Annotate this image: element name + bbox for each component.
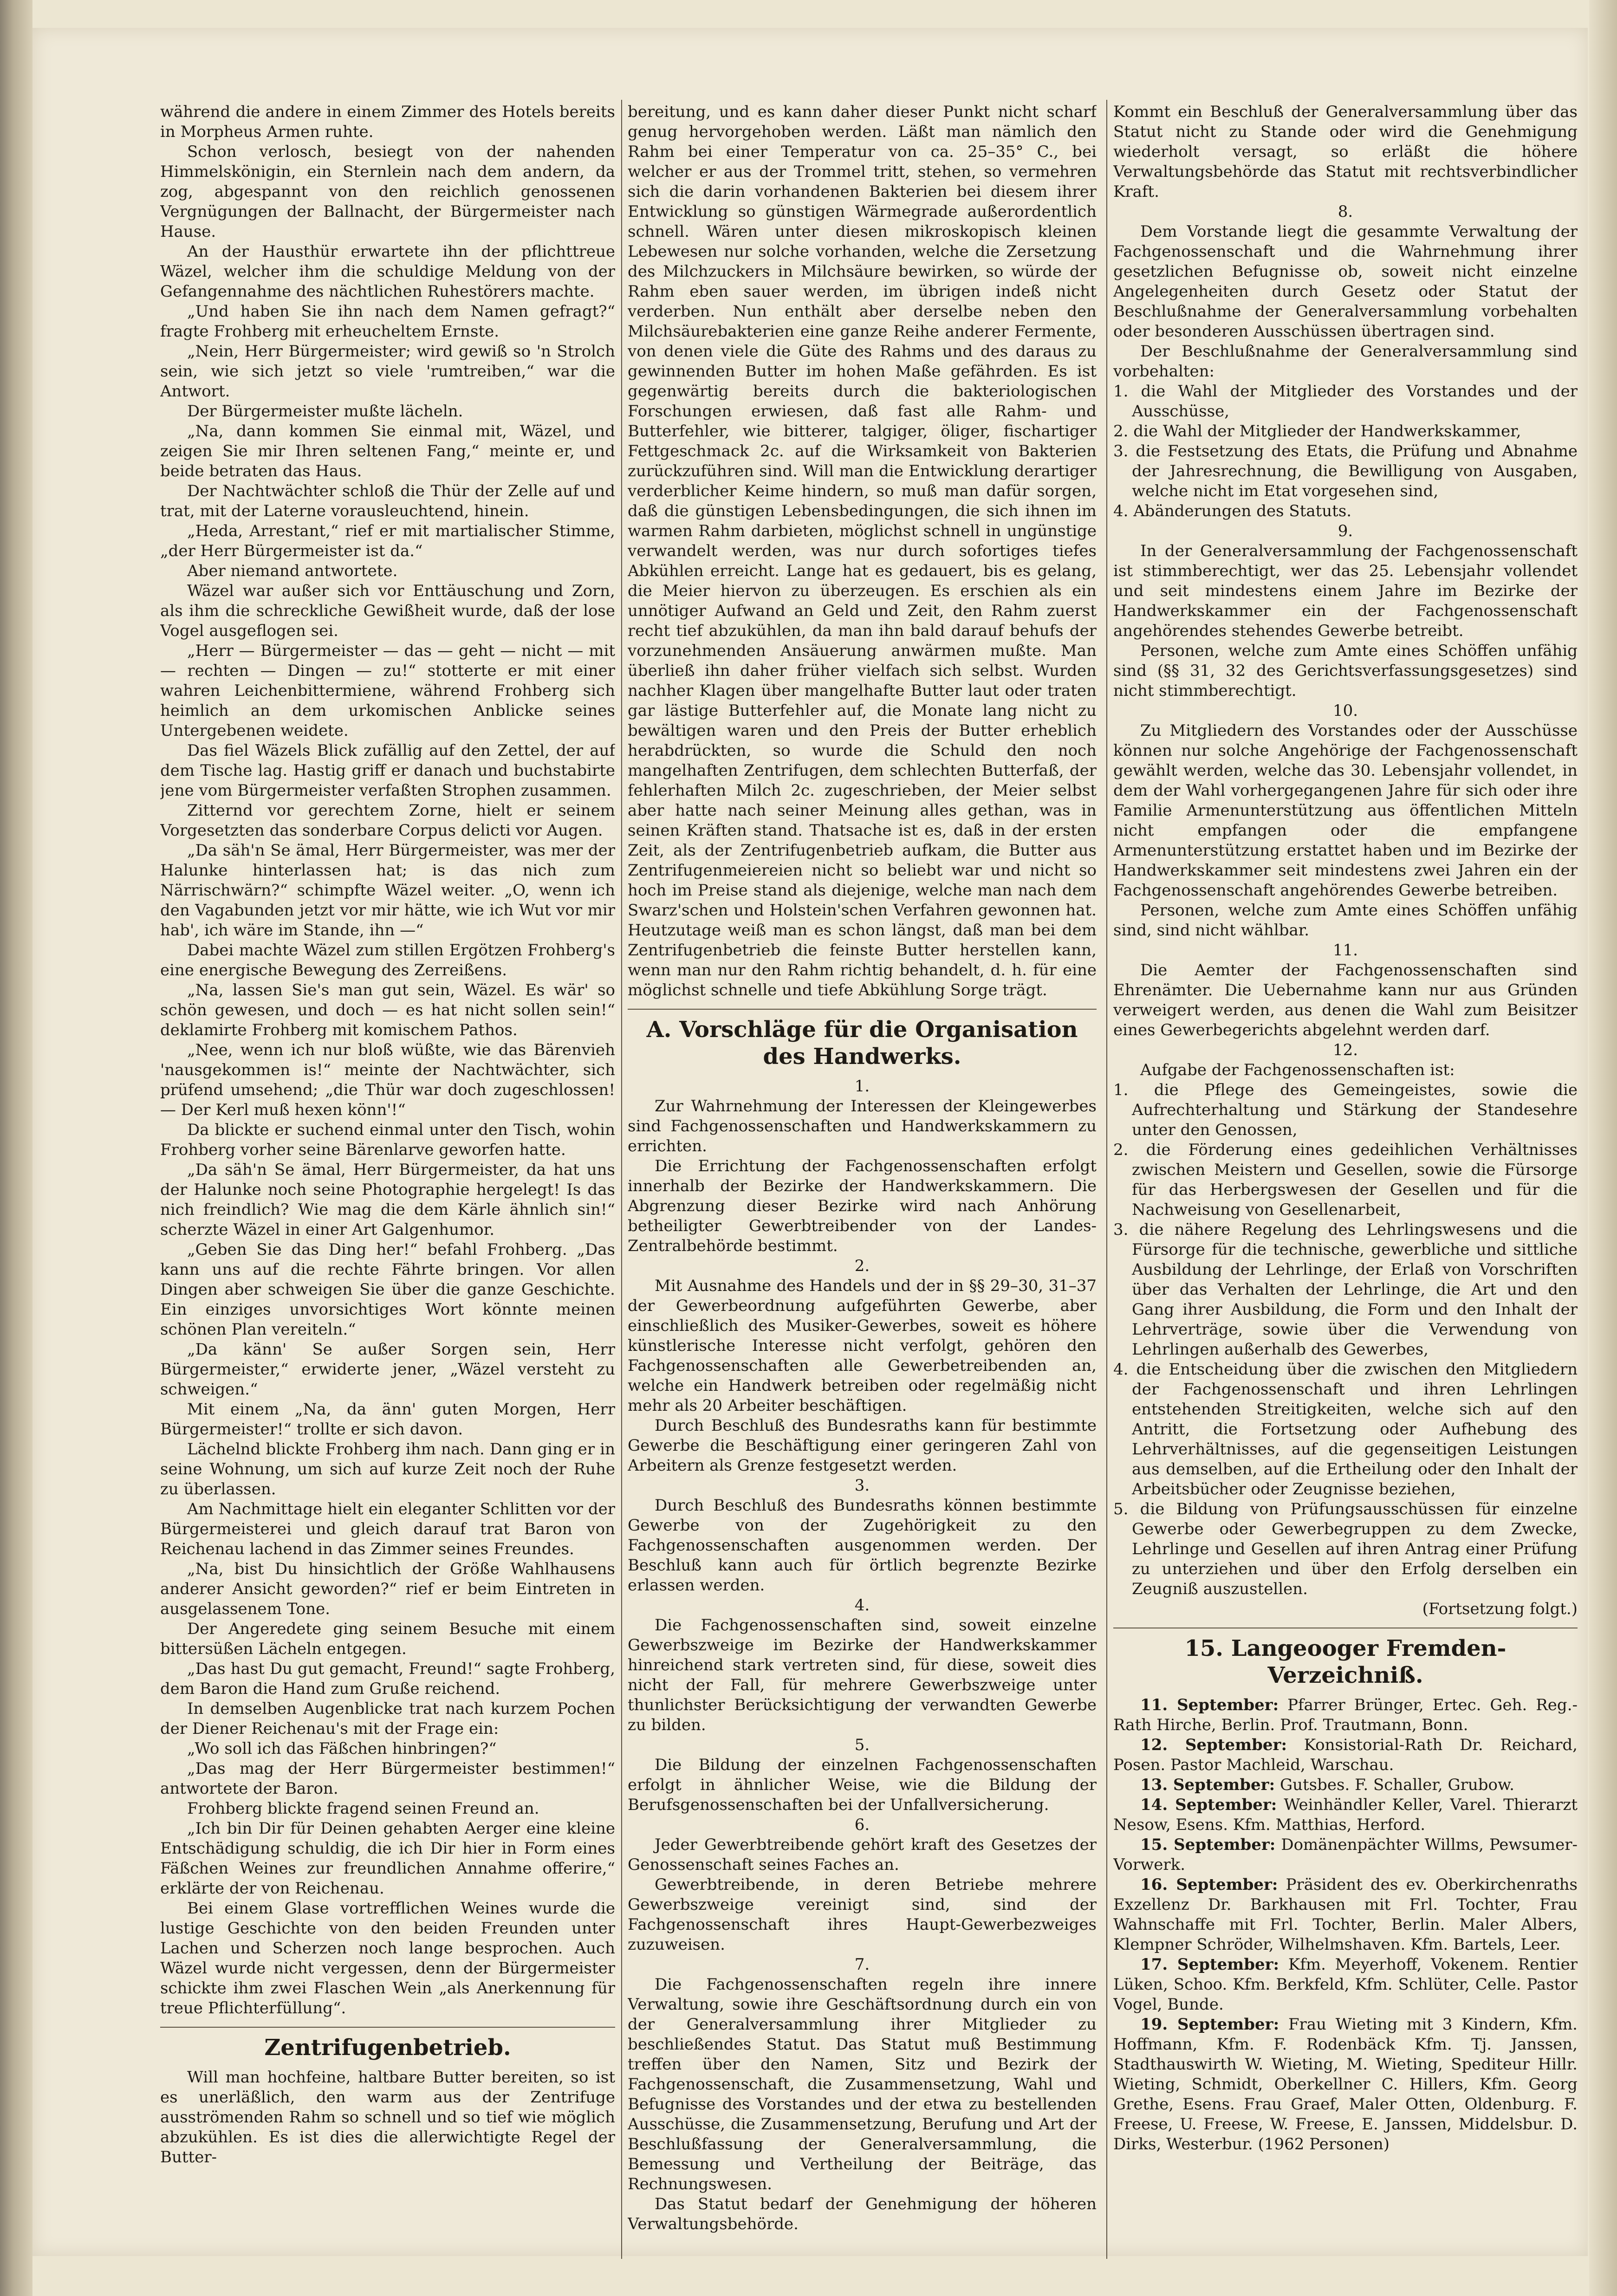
list-item: 1. die Pflege des Gemeingeistes, sowie die Aufrechterhaltung und Stärkung der Standesehre unter den Genossen,: [1113, 1081, 1578, 1139]
guest-date: 14. September:: [1140, 1796, 1277, 1814]
section-paragraph: Die Bildung der einzelnen Fachgenossenschaften erfolgt in ähnlicher Weise, wie die Bildung der Berufsgenossenschaften bei der Unfallversicherung.: [628, 1756, 1097, 1814]
story-paragraph: „Da känn' Se außer Sorgen sein, Herr Bürgermeister,“ erwiderte jener, „Wäzel versteht zu schweigen.“: [160, 1340, 615, 1399]
list-item: 3. die Festsetzung des Etats, die Prüfung und Abnahme der Jahresrechnung, die Bewilligung von Ausgaben, welche nicht im Etat vorgesehen sind,: [1113, 442, 1578, 500]
list-item: 1. die Wahl der Mitglieder des Vorstandes und der Ausschüsse,: [1113, 382, 1578, 421]
section-number: 6.: [854, 1816, 870, 1834]
section-number: 5.: [854, 1736, 870, 1754]
continued-note: (Fortsetzung folgt.): [1422, 1600, 1578, 1618]
guest-list-heading: 15. Langeooger Fremden-Verzeichniß.: [1113, 1628, 1578, 1689]
section-paragraph: Zur Wahrnehmung der Interessen der Kleingewerbes sind Fachgenossenschaften und Handwerkskammern zu errichten.: [628, 1097, 1097, 1155]
section-paragraph: Gewerbtreibende, in deren Betriebe mehrere Gewerbszweige vereinigt sind, sind der Fachgenossenschaft ihres Haupt-Gewerbezweiges zuzuweisen.: [628, 1875, 1097, 1954]
story-paragraph: „Da säh'n Se ämal, Herr Bürgermeister, da hat uns der Halunke noch seine Photographie hergelegt! Is das nich freindlich? Wie mag die dem Kärle ähnlich sin!“ scherzte Wäzel in einer Art Galgenhumor.: [160, 1161, 615, 1239]
story-paragraph: Am Nachmittage hielt ein eleganter Schlitten vor der Bürgermeisterei und gleich darauf trat Baron von Reichenau lachend in das Zimmer seines Freundes.: [160, 1500, 615, 1558]
guest-date: 11. September:: [1140, 1696, 1279, 1714]
story-paragraph: „Heda, Arrestant,“ rief er mit martialischer Stimme, „der Herr Bürgermeister ist da.“: [160, 522, 615, 560]
section-number: 7.: [854, 1955, 870, 1974]
guest-date: 12. September:: [1140, 1736, 1287, 1754]
section-number: 8.: [1338, 202, 1353, 221]
guest-date: 17. September:: [1140, 1955, 1279, 1974]
section-paragraph: Der Beschlußnahme der Generalversammlung sind vorbehalten:: [1113, 342, 1578, 381]
section-paragraph: Die Aemter der Fachgenossenschaften sind Ehrenämter. Die Uebernahme kann nur aus Gründen verweigert werden, aus denen die Wahl zum Beisitzer eines Gewerbegerichts abgelehnt werden darf.: [1113, 961, 1578, 1039]
column-right: [1113, 102, 1578, 2268]
column-left: [160, 102, 615, 2268]
list-item: 2. die Förderung eines gedeihlichen Verhältnisses zwischen Meistern und Gesellen, sowie die Fürsorge für das Herbergswesen der Gesellen und für die Nachweisung von Gesellenarbeit,: [1113, 1141, 1578, 1219]
story-paragraph: An der Hausthür erwartete ihn der pflichttreue Wäzel, welcher ihm die schuldige Meldung von der Gefangennahme des nächtlichen Ruhestörers machte.: [160, 242, 615, 301]
section-paragraph: Zu Mitgliedern des Vorstandes oder der Ausschüsse können nur solche Angehörige der Fachgenossenschaft gewählt werden, welche das 30. Lebensjahr vollendet, in dem der Wahl vorhergegangenen Jahre für sich oder ihre Familie Armenunterstützung aus öffentlichen Mitteln nicht empfangen oder die empfangene Armenunterstützung erstattet haben und im Bezirke der Handwerkskammer seit mindestens zwei Jahren ein der Fachgenossenschaft angehörendes Gewerbe betreiben.: [1113, 721, 1578, 900]
story-paragraph: „Nee, wenn ich nur bloß wüßte, wie das Bärenvieh 'nausgekommen is!“ meinte der Nachtwächter, sich prüfend umsehend; „die Thür war doch zugeschlossen! — Der Kerl muß hexen könn'!“: [160, 1041, 615, 1119]
page-gutter-left: [0, 0, 32, 2296]
column-middle: [628, 102, 1097, 2268]
list-item: 5. die Bildung von Prüfungsausschüssen für einzelne Gewerbe oder Gewerbegruppen zu dem Zwecke, Lehrlinge und Gesellen auf ihren Antrag einer Prüfung zu unterziehen und über den Erfolg derselben ein Zeugniß auszustellen.: [1113, 1500, 1578, 1598]
article-heading: Zentrifugenbetrieb.: [160, 2027, 615, 2061]
guest-entry: [1113, 1775, 1578, 1795]
list-item: 4. Abänderungen des Statuts.: [1113, 502, 1352, 520]
enumerated-list: [1113, 382, 1578, 521]
guest-names: Domänenpächter Willms, Pewsumer-Vorwerk.: [1113, 1836, 1578, 1874]
guest-names: Kfm. Meyerhoff, Vokenem. Rentier Lüken, Schoo. Kfm. Berkfeld, Kfm. Schlüter, Celle. Pastor Vogel, Bunde.: [1113, 1955, 1578, 2014]
story-paragraph: Das fiel Wäzels Blick zufällig auf den Zettel, der auf dem Tische lag. Hastig griff er danach und buchstabirte jene vom Bürgermeister verfaßten Strophen zusammen.: [160, 741, 615, 800]
section-paragraph: Kommt ein Beschluß der Generalversammlung über das Statut nicht zu Stande oder wird die Genehmigung wiederholt versagt, so erläßt die höhere Verwaltungsbehörde das Statut mit rechtsverbindlicher Kraft.: [1113, 103, 1578, 201]
enumerated-list: [1113, 1080, 1578, 1599]
section-number: 3.: [854, 1476, 870, 1495]
story-paragraph: „Das mag der Herr Bürgermeister bestimmen!“ antwortete der Baron.: [160, 1759, 615, 1798]
story-paragraph: Schon verlosch, besiegt von der nahenden Himmelskönigin, ein Sternlein nach dem andern, da zog, abgespannt von den reichlich genossenen Vergnügungen der Ballnacht, der Bürgermeister nach Hause.: [160, 143, 615, 241]
list-item: 4. die Entscheidung über die zwischen den Mitgliedern der Fachgenossenschaft und ihren Lehrlingen entstehenden Streitigkeiten, welche sich auf den Antritt, die Fortsetzung oder Aufhebung des Lehrverhältnisses, auf die gegenseitigen Leistungen aus demselben, auf die Ertheilung oder den Inhalt der Arbeitsbücher oder Zeugnisse beziehen,: [1113, 1360, 1578, 1498]
section-number: 4.: [854, 1596, 870, 1615]
article-paragraph: bereitung, und es kann daher dieser Punkt nicht scharf genug hervorgehoben werden. Läßt man nämlich den Rahm bei einer Temperatur von ca. 25–35° C., bei welcher er aus der Trommel tritt, stehen, so vermehren sich die darin vorhandenen Bakterien bei diesem ihrer Entwicklung so günstigen Wärmegrade außerordentlich schnell. Wären unter diesen mikroskopisch kleinen Lebewesen nur solche vorhanden, welche die Zersetzung des Milchzuckers in Milchsäure bewirken, so würde der Rahm eben sauer werden, im übrigen indeß nicht verderben. Nun enthält aber derselbe neben den Milchsäurebakterien eine ganze Reihe anderer Fermente, von denen viele die Güte des Rahms und des daraus zu gewinnenden Butter im hohen Maße gefährden. Es ist gegenwärtig bereits durch die bakteriologischen Forschungen erwiesen, daß fast alle Rahm- und Butterfehler, wie bitterer, talgiger, öliger, fischartiger Fettgeschmack 2c. auf die Wirksamkeit von Bakterien zurückzuführen sind. Will man die Entwicklung derartiger verderblicher Keime hindern, so muß man dafür sorgen, daß die günstigen Lebensbedingungen, die sich ihnen im warmen Rahm darbieten, möglichst schnell in ungünstige verwandelt werden, was nur durch sofortiges tiefes Abkühlen erreicht. Lange hat es gedauert, bis es gelang, die Meier hiervon zu überzeugen. Es erschien als ein unnötiger Aufwand an Geld und Zeit, den Rahm zuerst recht tief abzukühlen, da man ihn bald darauf behufs der vorzunehmenden Ansäuerung anwärmen mußte. Man überließ ihn daher früher vielfach sich selbst. Wurden nachher Klagen über mangelhafte Butter laut oder traten gar lästige Butterfehler auf, die Monate lang nicht zu bewältigen waren und den Preis der Butter erheblich herabdrückten, so wurde die Schuld den noch mangelhaften Zentrifugen, dem schlechten Butterfaß, der fehlerhaften Milch 2c. zugeschrieben, der Meier selbst aber hatte nach seiner Meinung alles gethan, was in seinen Kräften stand. Thatsache ist es, daß in der ersten Zeit, als der Zentrifugenbetrieb aufkam, die Butter aus Zentrifugenmeiereien nicht so beliebt war und nicht so hoch im Preise stand als diejenige, welche man nach dem Swarz'schen und Holstein'schen Verfahren gewonnen hat. Heutzutage weiß man es schon längst, daß man bei dem Zentrifugenbetrieb die feinste Butter herstellen kann, wenn man nur den Rahm richtig behandelt, d. h. für eine möglichst schnelle und tiefe Abkühlung Sorge trägt.: [628, 103, 1097, 999]
story-paragraph: während die andere in einem Zimmer des Hotels bereits in Morpheus Armen ruhte.: [160, 103, 615, 141]
story-paragraph: „Das hast Du gut gemacht, Freund!“ sagte Frohberg, dem Baron die Hand zum Gruße reichend.: [160, 1660, 615, 1698]
story-paragraph: Da blickte er suchend einmal unter den Tisch, wohin Frohberg vorher seine Bärenlarve geworfen hatte.: [160, 1121, 615, 1159]
guest-names: Weinhändler Keller, Varel. Thierarzt Nesow, Esens. Kfm. Matthias, Herford.: [1113, 1796, 1578, 1834]
page-edge-right: [1589, 0, 1617, 2296]
guest-date: 16. September:: [1140, 1875, 1278, 1894]
section-paragraph: Aufgabe der Fachgenossenschaften ist:: [1140, 1061, 1455, 1079]
section-paragraph: In der Generalversammlung der Fachgenossenschaft ist stimmberechtigt, wer das 25. Lebensjahr vollendet und seit mindestens einem Jahre im Bezirke der Handwerkskammer ein der Fachgenossenschaft angehörendes stehendes Gewerbe betreibt.: [1113, 542, 1578, 640]
guest-date: 19. September:: [1140, 2015, 1279, 2034]
story-paragraph: In demselben Augenblicke trat nach kurzem Pochen der Diener Reichenau's mit der Frage ein:: [160, 1699, 615, 1738]
section-number: 10.: [1332, 701, 1358, 720]
column-rule: [621, 100, 622, 2259]
section-paragraph: Jeder Gewerbtreibende gehört kraft des Gesetzes der Genossenschaft seines Faches an.: [628, 1836, 1097, 1874]
guest-date: 13. September:: [1140, 1776, 1275, 1794]
guest-names: Gutsbes. F. Schaller, Grubow.: [1279, 1776, 1514, 1794]
column-rule: [1106, 100, 1107, 2259]
list-item: 2. die Wahl der Mitglieder der Handwerkskammer,: [1113, 422, 1521, 441]
section-paragraph: Die Fachgenossenschaften sind, soweit einzelne Gewerbszweige im Bezirke der Handwerkskammer hinreichend stark vertreten sind, für diese, soweit dies nicht der Fall, für mehrere Gewerbszweige unter thunlichster Berücksichtigung der verwandten Gewerbe zu bilden.: [628, 1616, 1097, 1734]
guest-names: Präsident des ev. Oberkirchenraths Exzellenz Dr. Barkhausen mit Frl. Tochter, Frau Wahnschaffe mit Frl. Tochter, Berlin. Maler Albers, Klempner Schröder, Wilhelmshaven. Kfm. Bartels, Leer.: [1113, 1875, 1578, 1954]
section-number: 2.: [854, 1257, 870, 1275]
story-paragraph: „Na, dann kommen Sie einmal mit, Wäzel, und zeigen Sie mir Ihren seltenen Fang,“ meinte er, und beide betraten das Haus.: [160, 422, 615, 480]
story-paragraph: „Da säh'n Se ämal, Herr Bürgermeister, was mer der Halunke hinterlassen hat; is das nich zum Närrischwärn?“ schimpfte Wäzel weiter. „O, wenn ich den Vagabunden jetzt vor mir hätte, wie ich Wut vor mir hab', ich wäre im Stande, ihn —“: [160, 841, 615, 940]
story-paragraph: Der Bürgermeister mußte lächeln.: [187, 402, 463, 421]
section-paragraph: Die Errichtung der Fachgenossenschaften erfolgt innerhalb der Bezirke der Handwerkskammern. Die Abgrenzung dieser Bezirke wird nach Anhörung betheiligter Gewerbtreibender von der Landes-Zentralbehörde bestimmt.: [628, 1157, 1097, 1255]
story-paragraph: Wäzel war außer sich vor Enttäuschung und Zorn, als ihm die schreckliche Gewißheit wurde, daß der lose Vogel ausgeflogen sei.: [160, 582, 615, 640]
guest-names: Pfarrer Brünger, Ertec. Geh. Reg.-Rath Hirche, Berlin. Prof. Trautmann, Bonn.: [1113, 1696, 1578, 1734]
section-number: 11.: [1332, 941, 1358, 960]
section-paragraph: Durch Beschluß des Bundesraths kann für bestimmte Gewerbe die Beschäftigung einer geringeren Zahl von Arbeitern als Grenze festgesetzt werden.: [628, 1416, 1097, 1475]
section-paragraph: Personen, welche zum Amte eines Schöffen unfähig sind, sind nicht wählbar.: [1113, 901, 1578, 940]
guest-entry: [1113, 1835, 1578, 1875]
section-paragraph: Die Fachgenossenschaften regeln ihre innere Verwaltung, sowie ihre Geschäftsordnung durch ein von der Generalversammlung ihrer Mitglieder zu beschließendes Statut. Das Statut muß Bestimmung treffen über den Namen, Sitz und Bezirk der Fachgenossenschaft, die Zusammensetzung, Wahl und Befugnisse des Vorstandes und der etwa zu bestellenden Ausschüsse, die Zusammensetzung, Berufung und Art der Beschlußfassung der Generalversammlung, die Bemessung und Vertheilung der Beiträge, das Rechnungswesen.: [628, 1975, 1097, 2193]
guest-entry: [1113, 1795, 1578, 1835]
section-paragraph: Durch Beschluß des Bundesraths können bestimmte Gewerbe von der Zugehörigkeit zu den Fachgenossenschaften ausgenommen werden. Der Beschluß kann auch für örtlich begrenzte Bezirke erlassen werden.: [628, 1496, 1097, 1595]
guest-entry: [1113, 2015, 1578, 2154]
guest-entry: [1113, 1735, 1578, 1775]
story-paragraph: Bei einem Glase vortrefflichen Weines wurde die lustige Geschichte von den beiden Freunden unter Lachen und Scherzen noch lange besprochen. Auch Wäzel wurde nicht vergessen, denn der Bürgermeister schickte ihm zwei Flaschen Wein „als Anerkennung für treue Pflichterfüllung“.: [160, 1899, 615, 2017]
section-paragraph: Dem Vorstande liegt die gesammte Verwaltung der Fachgenossenschaft und die Wahrnehmung ihrer gesetzlichen Befugnisse ob, soweit nicht einzelne Angelegenheiten durch Gesetz oder Statut der Beschlußnahme der Generalversammlung vorbehalten oder besonderen Ausschüssen übertragen sind.: [1113, 222, 1578, 341]
guest-names: Frau Wieting mit 3 Kindern, Kfm. Hoffmann, Kfm. F. Rodenbäck Kfm. Tj. Janssen, Stadthauswirth W. Wieting, M. Wieting, Spediteur Hillr. Wieting, Schmidt, Oberkellner C. Hillers, Kfm. Georg Grethe, Esens. Frau Graef, Maler Otten, Oldenburg. F. Freese, U. Freese, W. Freese, E. Janssen, Middelsbur. D. Dirks, Westerbur. (1962 Personen): [1113, 2015, 1578, 2153]
section-number: 1.: [854, 1077, 870, 1096]
story-paragraph: „Geben Sie das Ding her!“ befahl Frohberg. „Das kann uns auf die rechte Fährte bringen. Vor allen Dingen aber schweigen Sie über die ganze Geschichte. Ein einziges unvorsichtiges Wort könnte meinen schönen Plan vereiteln.“: [160, 1240, 615, 1339]
story-paragraph: „Na, bist Du hinsichtlich der Größe Wahlhausens anderer Ansicht geworden?“ rief er beim Eintreten in ausgelassenem Tone.: [160, 1560, 615, 1618]
story-paragraph: Zitternd vor gerechtem Zorne, hielt er seinem Vorgesetzten das sonderbare Corpus delicti vor Augen.: [160, 801, 615, 840]
story-paragraph: „Wo soll ich das Fäßchen hinbringen?“: [187, 1739, 497, 1758]
section-number: 12.: [1332, 1041, 1358, 1059]
story-paragraph: Aber niemand antwortete.: [187, 562, 398, 580]
story-paragraph: „Herr — Bürgermeister — das — geht — nicht — mit — rechten — Dingen — zu!“ stotterte er mit einer wahren Leichenbittermiene, während Frohberg sich heimlich an dem urkomischen Anblicke seines Untergebenen weidete.: [160, 642, 615, 740]
section-number: 9.: [1338, 522, 1353, 540]
story-paragraph: Dabei machte Wäzel zum stillen Ergötzen Frohberg's eine energische Bewegung des Zerreißens.: [160, 941, 615, 979]
guest-entry: [1113, 1695, 1578, 1735]
story-paragraph: Der Angeredete ging seinem Besuche mit einem bittersüßen Lächeln entgegen.: [160, 1620, 615, 1658]
guest-date: 15. September:: [1140, 1836, 1276, 1854]
story-paragraph: Mit einem „Na, da änn' guten Morgen, Herr Bürgermeister!“ trollte er sich davon.: [160, 1400, 615, 1439]
list-item: 3. die nähere Regelung des Lehrlingswesens und die Fürsorge für die technische, gewerbliche und sittliche Ausbildung der Lehrlinge, der Erlaß von Vorschriften über das Verhalten der Lehrlinge, die Art und den Gang ihrer Ausbildung, die Form und den Inhalt der Lehrverträge, sowie über die Verwendung von Lehrlingen außerhalb des Gewerbes,: [1113, 1220, 1578, 1359]
story-paragraph: Der Nachtwächter schloß die Thür der Zelle auf und trat, mit der Laterne vorausleuchtend, hinein.: [160, 482, 615, 520]
section-paragraph: Personen, welche zum Amte eines Schöffen unfähig sind (§§ 31, 32 des Gerichtsverfassungsgesetzes) sind nicht stimmberechtigt.: [1113, 642, 1578, 700]
article-paragraph: Will man hochfeine, haltbare Butter bereiten, so ist es unerläßlich, den warm aus der Zentrifuge ausströmenden Rahm so schnell und so tief wie möglich abzukühlen. Es ist dies die allerwichtigte Regel der Butter-: [160, 2068, 615, 2166]
story-paragraph: Lächelnd blickte Frohberg ihm nach. Dann ging er in seine Wohnung, um sich auf kurze Zeit noch der Ruhe zu überlassen.: [160, 1440, 615, 1498]
guest-entry: [1113, 1875, 1578, 1955]
story-paragraph: „Und haben Sie ihn nach dem Namen gefragt?“ fragte Frohberg mit erheucheltem Ernste.: [160, 302, 615, 341]
story-paragraph: „Ich bin Dir für Deinen gehabten Aerger eine kleine Entschädigung schuldig, die ich Dir hier in Form eines Fäßchen Weines zur freundlichen Annahme offerire,“ erklärte der von Reichenau.: [160, 1819, 615, 1898]
section-paragraph: Das Statut bedarf der Genehmigung der höheren Verwaltungsbehörde.: [628, 2195, 1097, 2233]
section-paragraph: Mit Ausnahme des Handels und der in §§ 29–30, 31–37 der Gewerbeordnung aufgeführten Gewerbe, aber einschließlich des Musiker-Gewerbes, soweit es höhere künstlerische Interesse nicht verfolgt, gehören den Fachgenossenschaften alle Gewerbetreibenden an, welche ein Handwerk betreiben oder regelmäßig nicht mehr als 20 Arbeiter beschäftigen.: [628, 1277, 1097, 1415]
story-paragraph: „Nein, Herr Bürgermeister; wird gewiß so 'n Strolch sein, wie sich jetzt so viele 'rumtreiben,“ war die Antwort.: [160, 342, 615, 401]
guest-entry: [1113, 1955, 1578, 2015]
story-paragraph: Frohberg blickte fragend seinen Freund an.: [187, 1799, 539, 1818]
guest-names: Konsistorial-Rath Dr. Reichard, Posen. Pastor Machleid, Warschau.: [1113, 1736, 1578, 1774]
section-heading: A. Vorschläge für die Organisation des Handwerks.: [628, 1009, 1097, 1070]
story-paragraph: „Na, lassen Sie's man gut sein, Wäzel. Es wär' so schön gewesen, und doch — es hat nicht sollen sein!“ deklamirte Frohberg mit komischem Pathos.: [160, 981, 615, 1039]
